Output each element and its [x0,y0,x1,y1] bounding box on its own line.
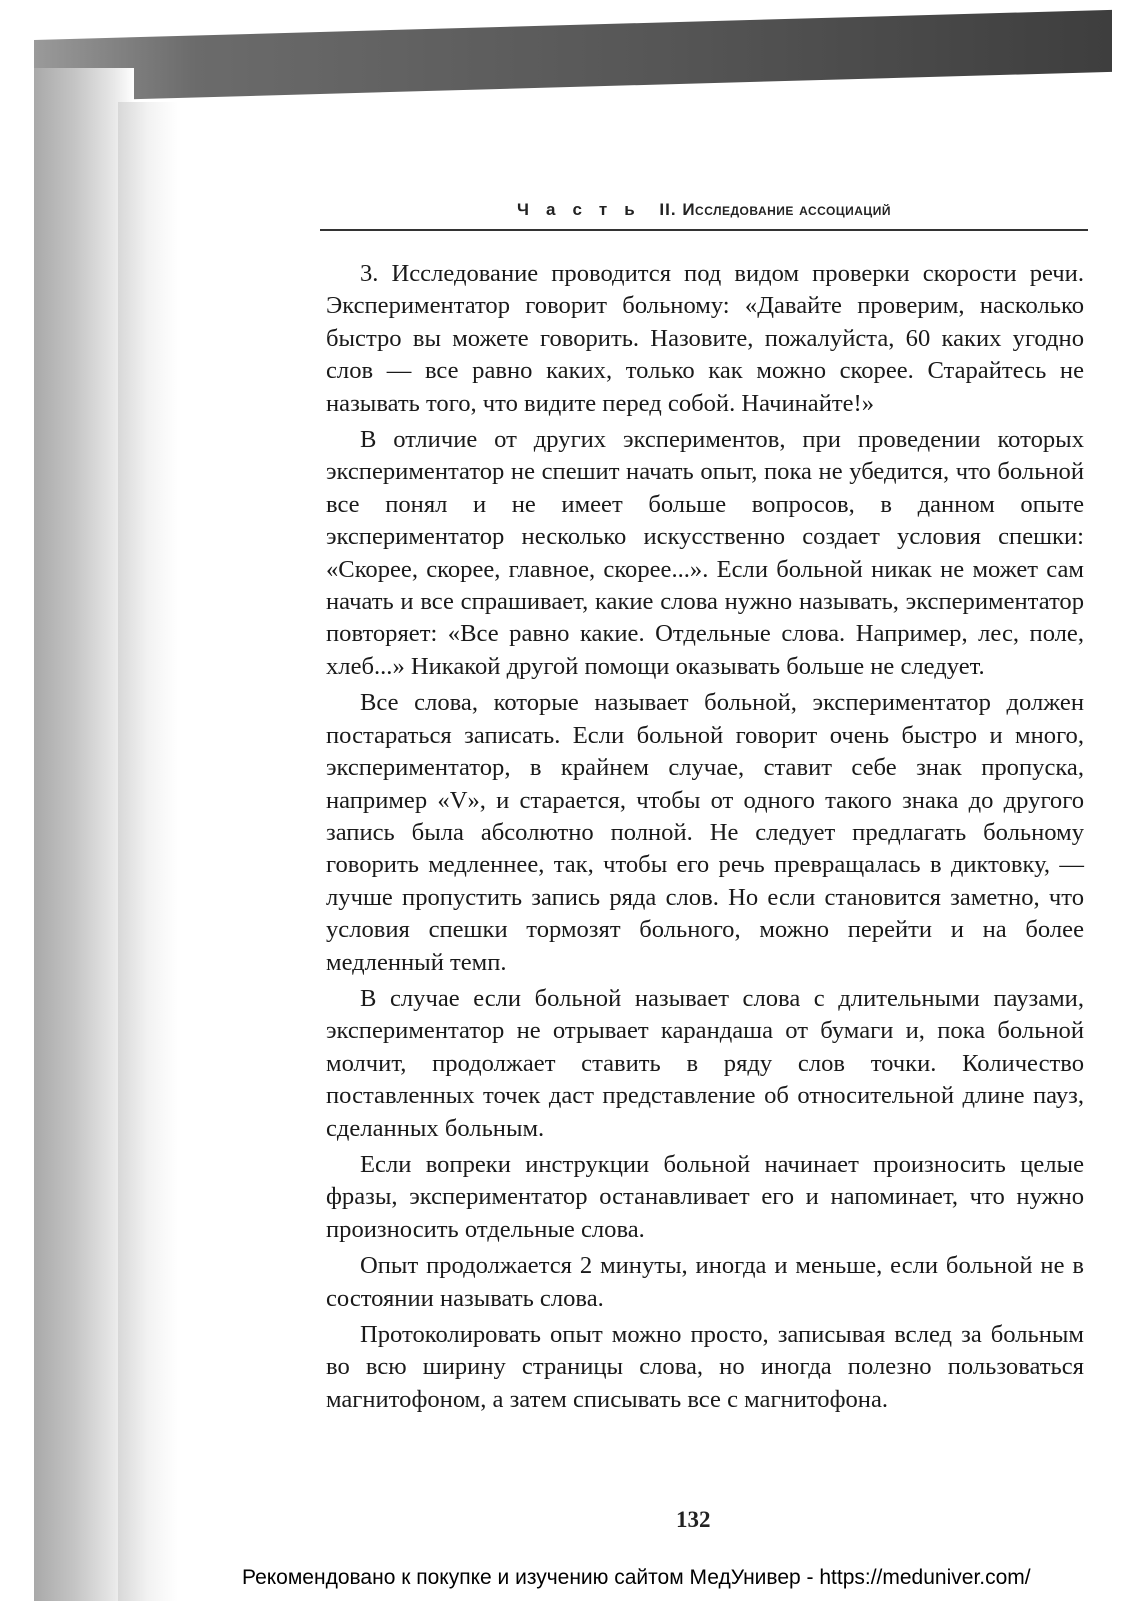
body-text [326,258,1084,1420]
paragraph: В случае если больной называет слова с длительными паузами, экспериментатор не отрывает карандаша от бумаги и, пока больной молчит, продолжает ставить в ряду слов точки. Количество поставленных точек даст представление об относительной длине пауз, сделанных больным. [326,984,1084,1142]
scan-top-shadow [34,10,1112,102]
header-rule [320,229,1088,231]
running-header [322,200,1086,220]
paragraph: Опыт продолжается 2 минуты, иногда и меньше, если больной не в состоянии называть слова. [326,1252,1084,1312]
paragraph: В отличие от других экспериментов, при проведении которых экспериментатор не спешит начать опыт, пока не убедится, что больной все понял и не имеет больше вопросов, в данном опыте экспериментатор несколько искусственно создает условия спешки: «Скорее, скорее, главное, скорее...». Если больной никак не может сам начать и все спрашивает, какие слова нужно называть, экспериментатор повторяет: «Все равно какие. Отдельные слова. Например, лес, поле, хлеб...» Никакой другой помощи оказывать больше не следует. [326,426,1084,680]
page-number: 132 [676,1507,711,1532]
paragraph: Если вопреки инструкции больной начинает произносить целые фразы, экспериментатор останавливает его и напоминает, что нужно произносить отдельные слова. [326,1150,1084,1243]
page-fold [118,102,178,1601]
paragraph: 3. Исследование проводится под видом проверки скорости речи. Экспериментатор говорит больному: «Давайте проверим, насколько быстро вы можете говорить. Назовите, пожалуйста, 60 каких угодно слов — все равно каких, только как можно скорее. Старайтесь не называть того, что видите перед собой. Начинайте!» [326,260,1084,417]
header-part-number: II. [659,200,677,219]
paragraph: Все слова, которые называет больной, экспериментатор должен постараться записать. Если больной говорит очень быстро и много, экспериментатор, в крайнем случае, ставит себе знак пропуска, например «V», и старается, чтобы от одного такого знака до другого запись была абсолютно полной. Не следует предлагать больному говорить медленнее, так, чтобы его речь превращалась в диктовку, — лучше пропустить запись ряда слов. Но если становится заметно, что условия спешки тормозят больного, можно перейти и на более медленный темп. [326,689,1084,976]
paragraph: Протоколировать опыт можно просто, записывая вслед за больным во всю ширину страницы слова, но иногда полезно пользоваться магнитофоном, а затем списывать все с магнитофона. [326,1321,1084,1413]
footer-watermark-text: Рекомендовано к покупке и изучению сайтом МедУнивер - https://meduniver.com/ [242,1566,1031,1589]
header-title: Исследование ассоциаций [682,200,891,219]
header-part: Часть [517,200,652,219]
